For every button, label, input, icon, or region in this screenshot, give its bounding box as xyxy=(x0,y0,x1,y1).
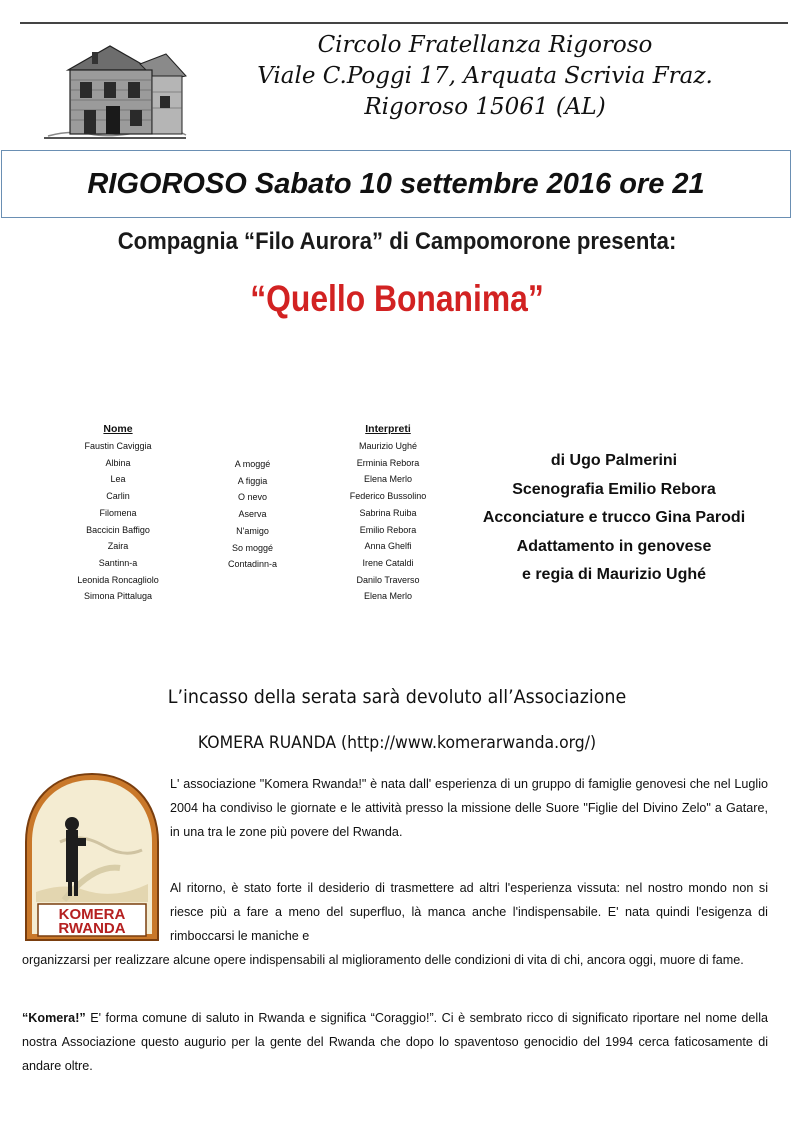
paragraph-meaning xyxy=(22,1006,768,1078)
cast-name: Leonida Roncagliolo xyxy=(77,574,159,585)
association-name-link: KOMERA RUANDA (http://www.komerarwanda.org/) xyxy=(197,733,597,753)
cast-interpreter: Emilio Rebora xyxy=(359,524,417,535)
cast-role: So moggé xyxy=(231,542,274,553)
logo-text-komera: KOMERA xyxy=(58,906,126,923)
credit-line: e regia di Maurizio Ughé xyxy=(521,566,707,583)
cast-name: Faustin Caviggia xyxy=(84,441,152,451)
production-credits xyxy=(455,447,773,590)
cast-name: Zaira xyxy=(107,541,129,552)
cast-name: Carlin xyxy=(106,491,130,502)
credit-line: Acconciature e trucco Gina Parodi xyxy=(482,509,746,526)
cast-name: Simona Pittaluga xyxy=(83,591,153,602)
credit-line: Adattamento in genovese xyxy=(516,537,712,555)
club-header xyxy=(215,30,755,123)
house-illustration xyxy=(40,34,190,142)
komera-word: “Komera!” xyxy=(22,1011,86,1025)
cast-name: Santinn-a xyxy=(98,557,138,568)
play-title: “Quello Bonanima” xyxy=(250,278,544,319)
cast-interpreters-column xyxy=(328,420,448,605)
proceeds-heading: L’incasso della serata sarà devoluto all’Associazione xyxy=(167,686,627,708)
cast-interpreter: Anna Ghelfi xyxy=(364,541,412,552)
cast-role: A figgia xyxy=(237,475,268,486)
paragraph-origin: L' associazione "Komera Rwanda!" è nata dall' esperienza di un gruppo di famiglie genovesi che nel Luglio 2004 ha condiviso le giornate e le attività presso la missione delle Suore "Figlie del Divino Zelo" a Gatare, in una tra le zone più povere del Rwanda. xyxy=(170,777,768,839)
cast-role: A moggé xyxy=(234,459,271,469)
event-date: RIGOROSO Sabato 10 settembre 2016 ore 21 xyxy=(87,167,705,200)
cast-interpreter: Elena Merlo xyxy=(363,474,413,485)
paragraph-mission-part2: organizzarsi per realizzare alcune opere indispensabili al miglioramento delle condizioni di vita di chi, ancora oggi, muore di fame. xyxy=(22,953,744,967)
cast-name: Baccicin Baffigo xyxy=(86,524,150,535)
cast-interpreter: Danilo Traverso xyxy=(356,574,420,585)
cast-role: Contadinn-a xyxy=(227,559,278,570)
club-name: Circolo Fratellanza Rigoroso xyxy=(317,32,653,58)
names-header: Nome xyxy=(103,423,133,435)
cast-interpreter: Sabrina Ruiba xyxy=(359,507,417,518)
event-date-box xyxy=(1,150,791,218)
cast-role: N'amigo xyxy=(236,525,269,536)
paragraph-mission-part1: Al ritorno, è stato forte il desiderio di trasmettere ad altri l'esperienza vissuta: nel nostro mondo non si riesce più a fare a meno del superfluo, là manca anche l'indispensabile. E' nata quindi l'esigenza di rimboccarsi le maniche e xyxy=(170,881,768,943)
logo-text-rwanda: RWANDA xyxy=(58,920,126,937)
company-presents: Compagnia “Filo Aurora” di Campomorone presenta: xyxy=(117,228,677,255)
club-postcode: Rigoroso 15061 (AL) xyxy=(364,94,606,120)
cast-name: Albina xyxy=(105,457,131,468)
credit-line: di Ugo Palmerini xyxy=(550,452,678,469)
cast-interpreter: Irene Cataldi xyxy=(362,557,414,568)
meaning-text: E' forma comune di saluto in Rwanda e significa “Coraggio!”. Ci è sembrato ricco di significato riportare nel nome della nostra Associazione questo augurio per la gente del Rwanda che dopo lo spaventoso genocidio del 1994 cerca faticosamente di andare oltre. xyxy=(22,1011,768,1073)
cast-interpreter: Maurizio Ughé xyxy=(358,441,418,451)
cast-interpreter: Erminia Rebora xyxy=(356,457,420,468)
cast-name: Lea xyxy=(110,474,126,485)
komera-rwanda-logo xyxy=(24,772,160,942)
cast-roles-column xyxy=(210,456,295,573)
cast-name: Filomena xyxy=(99,507,137,518)
club-address: Viale C.Poggi 17, Arquata Scrivia Fraz. xyxy=(257,63,713,89)
credit-line: Scenografia Emilio Rebora xyxy=(512,480,716,498)
interpreters-header: Interpreti xyxy=(365,423,411,435)
cast-role: O nevo xyxy=(237,492,268,503)
cast-role: Aserva xyxy=(238,509,267,520)
cast-names-column xyxy=(58,420,178,605)
top-rule xyxy=(20,22,788,24)
cast-interpreter: Federico Bussolino xyxy=(349,491,427,502)
cast-interpreter: Elena Merlo xyxy=(363,591,413,602)
